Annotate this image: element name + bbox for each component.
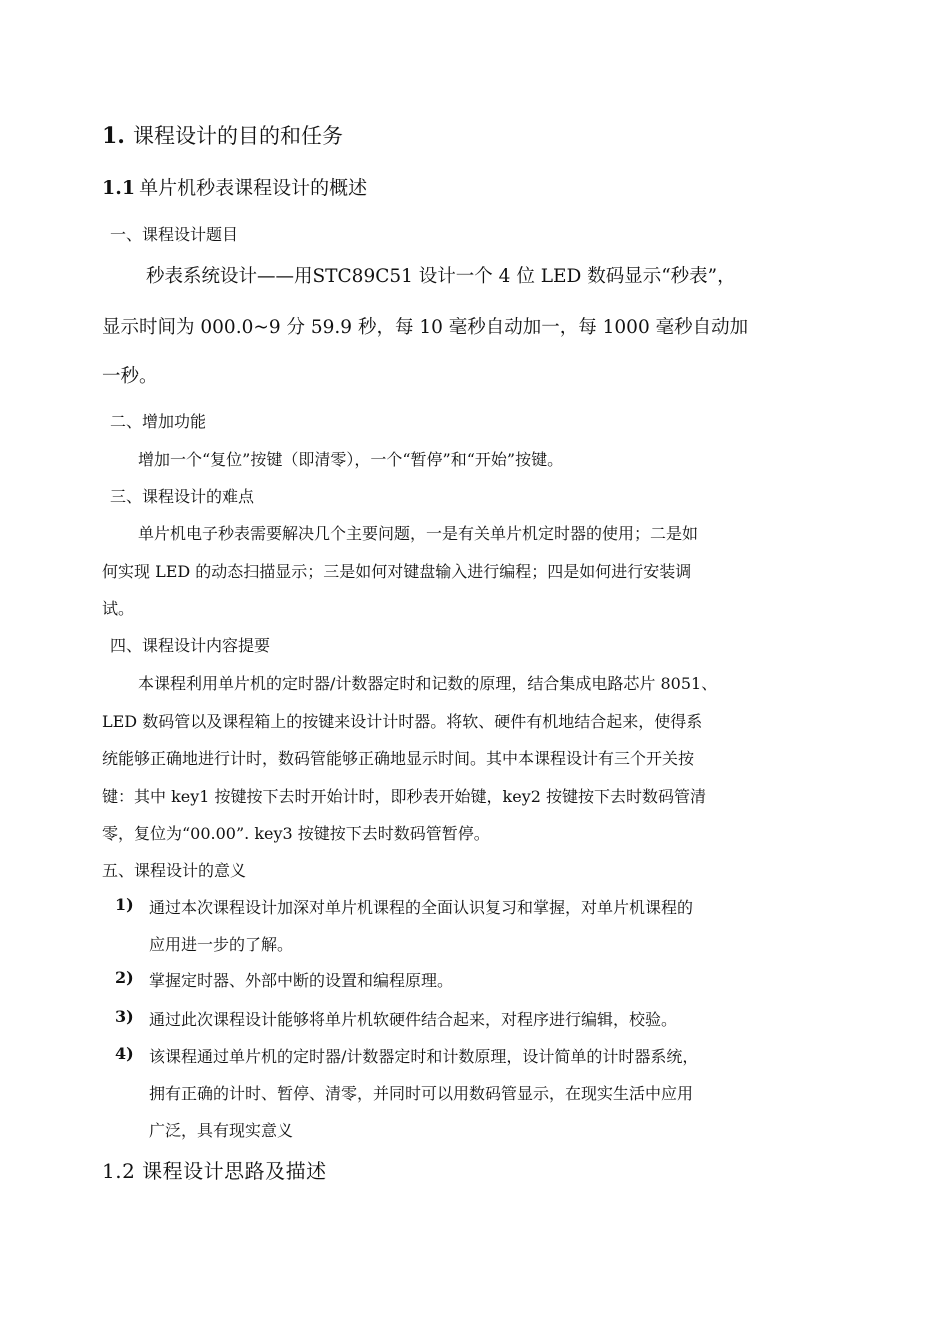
list-item-text: 通过此次课程设计能够将单片机软硬件结合起来，对程序进行编辑，校验。 (149, 1010, 678, 1029)
section-title-topic: 一、课程设计题目 (110, 225, 239, 244)
subsection-heading-1-1 (102, 173, 367, 200)
list-item-text: 掌握定时器、外部中断的设置和编程原理。 (149, 971, 454, 990)
list-item (115, 1044, 815, 1064)
list-item-text: 通过本次课程设计加深对单片机课程的全面认识复习和掌握，对单片机课程的 (149, 898, 694, 917)
list-item (115, 895, 815, 915)
paragraph-line: 键：其中 key1 按键按下去时开始计时，即秒表开始键，key2 按键按下去时数码管清 (102, 787, 707, 806)
paragraph-line: 零，复位为“00.00”. key3 按键按下去时数码管暂停。 (102, 824, 490, 843)
heading-text: 单片机秒表课程设计的概述 (139, 177, 368, 199)
heading-number: 1.1 (102, 177, 136, 199)
paragraph-line: 试。 (102, 599, 135, 618)
paragraph-line: 显示时间为 000.0~9 分 59.9 秒，每 10 毫秒自动加一，每 1000 毫秒自动加 (102, 317, 749, 338)
list-item (115, 1007, 815, 1027)
subsection-heading-1-2: 1.2 课程设计思路及描述 (102, 1159, 327, 1183)
paragraph-line: 一秒。 (102, 366, 158, 387)
section-title-summary: 四、课程设计内容提要 (110, 636, 271, 655)
heading-number: 1. (102, 123, 125, 149)
heading-text: 课程设计的目的和任务 (132, 124, 343, 148)
paragraph-line: 何实现 LED 的动态扫描显示；三是如何对键盘输入进行编程；四是如何进行安装调 (102, 562, 692, 581)
section-title-difficulties: 三、课程设计的难点 (110, 487, 255, 506)
list-item-continuation: 拥有正确的计时、暂停、清零，并同时可以用数码管显示，在现实生活中应用 (149, 1084, 694, 1103)
list-number: 3) (115, 1007, 134, 1026)
list-number: 4) (115, 1044, 134, 1063)
paragraph-line: 统能够正确地进行计时，数码管能够正确地显示时间。其中本课程设计有三个开关按 (102, 749, 695, 768)
paragraph-line: LED 数码管以及课程箱上的按键来设计计时器。将软、硬件有机地结合起来，使得系 (102, 712, 703, 731)
section-title-features: 二、增加功能 (110, 412, 207, 431)
list-item-continuation: 广泛，具有现实意义 (149, 1121, 294, 1140)
list-number: 1) (115, 895, 134, 914)
paragraph-line: 增加一个“复位”按键（即清零），一个“暂停”和“开始”按键。 (138, 450, 564, 469)
list-item-continuation: 应用进一步的了解。 (149, 935, 294, 954)
list-number: 2) (115, 968, 134, 987)
paragraph-line: 单片机电子秒表需要解决几个主要问题，一是有关单片机定时器的使用；二是如 (138, 524, 699, 543)
section-heading-1 (102, 120, 343, 150)
paragraph-line: 本课程利用单片机的定时器/计数器定时和记数的原理，结合集成电路芯片 8051、 (138, 674, 718, 693)
list-item-text: 该课程通过单片机的定时器/计数器定时和计数原理，设计简单的计时器系统， (149, 1047, 699, 1066)
section-title-significance: 五、课程设计的意义 (102, 861, 247, 880)
list-item (115, 968, 815, 988)
paragraph-line: 秒表系统设计——用STC89C51 设计一个 4 位 LED 数码显示“秒表”， (146, 266, 736, 287)
